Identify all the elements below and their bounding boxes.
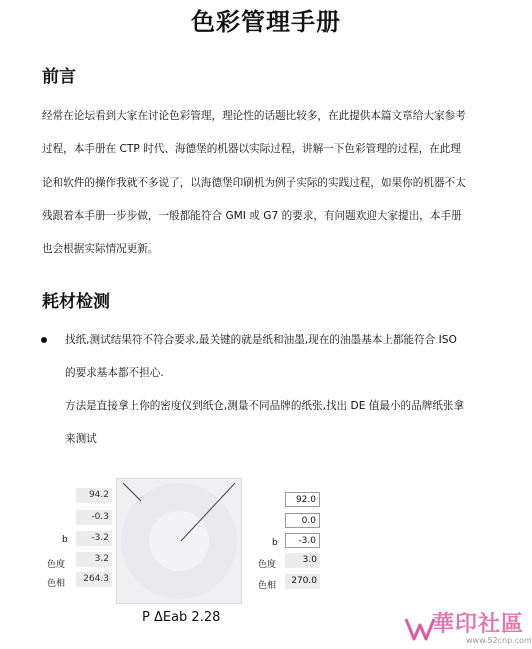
bullet-line: 方法是直接拿上你的密度仪到纸仓,测量不同品牌的纸张,找出 DE 值最小的品牌纸张拿 xyxy=(65,400,465,412)
left-row-value: -3.2 xyxy=(76,531,112,546)
right-row-label: 色相 xyxy=(258,581,277,591)
preface-line: 过程，本手册在 CTP 时代、海德堡的机器以实际过程，讲解一下色彩管理的过程，在此理 xyxy=(42,143,461,156)
bullet-text xyxy=(65,324,490,456)
preface-line: 残跟着本手册一步步做，一般都能符合 GMI 或 G7 的要求，有问题欢迎大家提出，本手册 xyxy=(42,209,462,222)
bullet-line: 找纸,测试结果符不符合要求,最关键的就是纸和油墨,现在的油墨基本上都能符合 ISO xyxy=(65,334,457,346)
preface-heading: 前言 xyxy=(42,67,76,87)
right-row-label: b xyxy=(272,538,278,548)
material-heading: 耗材检测 xyxy=(42,292,110,312)
left-row-value: 264.3 xyxy=(76,572,112,587)
right-row-value: 0.0 xyxy=(285,513,320,528)
color-difference-plot xyxy=(116,478,242,604)
left-vector-line xyxy=(123,483,141,501)
document-title: 色彩管理手册 xyxy=(191,8,341,36)
left-row-value: 3.2 xyxy=(76,552,112,567)
watermark-url: www.52cnp.com xyxy=(466,636,532,645)
preface-line: 论和软件的操作我就不多说了，以海德堡印刷机为例子实际的实践过程，如果你的机器不太 xyxy=(42,176,466,189)
preface-line: 也会根据实际情况更新。 xyxy=(42,243,159,256)
left-row-label: b xyxy=(62,535,68,545)
left-row-value: -0.3 xyxy=(76,510,112,525)
watermark-text: 華印社區 xyxy=(432,612,525,637)
left-row-label: 色相 xyxy=(47,579,66,589)
ab-plane-graphic xyxy=(117,479,241,603)
figure-caption: P ΔEab 2.28 xyxy=(142,610,221,625)
bullet-icon xyxy=(41,337,47,343)
preface-paragraph xyxy=(42,100,494,266)
preface-line: 经常在论坛看到大家在讨论色彩管理，理论性的话题比较多，在此提供本篇文章给大家参考 xyxy=(42,110,466,122)
right-row-value: 92.0 xyxy=(285,492,320,507)
left-row-value: 94.2 xyxy=(76,488,112,503)
right-row-value: 270.0 xyxy=(285,574,320,589)
bullet-line: 的要求基本都不担心. xyxy=(65,367,164,379)
left-row-label: 色度 xyxy=(47,560,66,570)
right-row-value: 3.0 xyxy=(285,553,320,568)
bullet-line: 来测试 xyxy=(65,433,97,445)
right-row-label: 色度 xyxy=(258,560,277,570)
right-row-value: -3.0 xyxy=(285,533,320,548)
